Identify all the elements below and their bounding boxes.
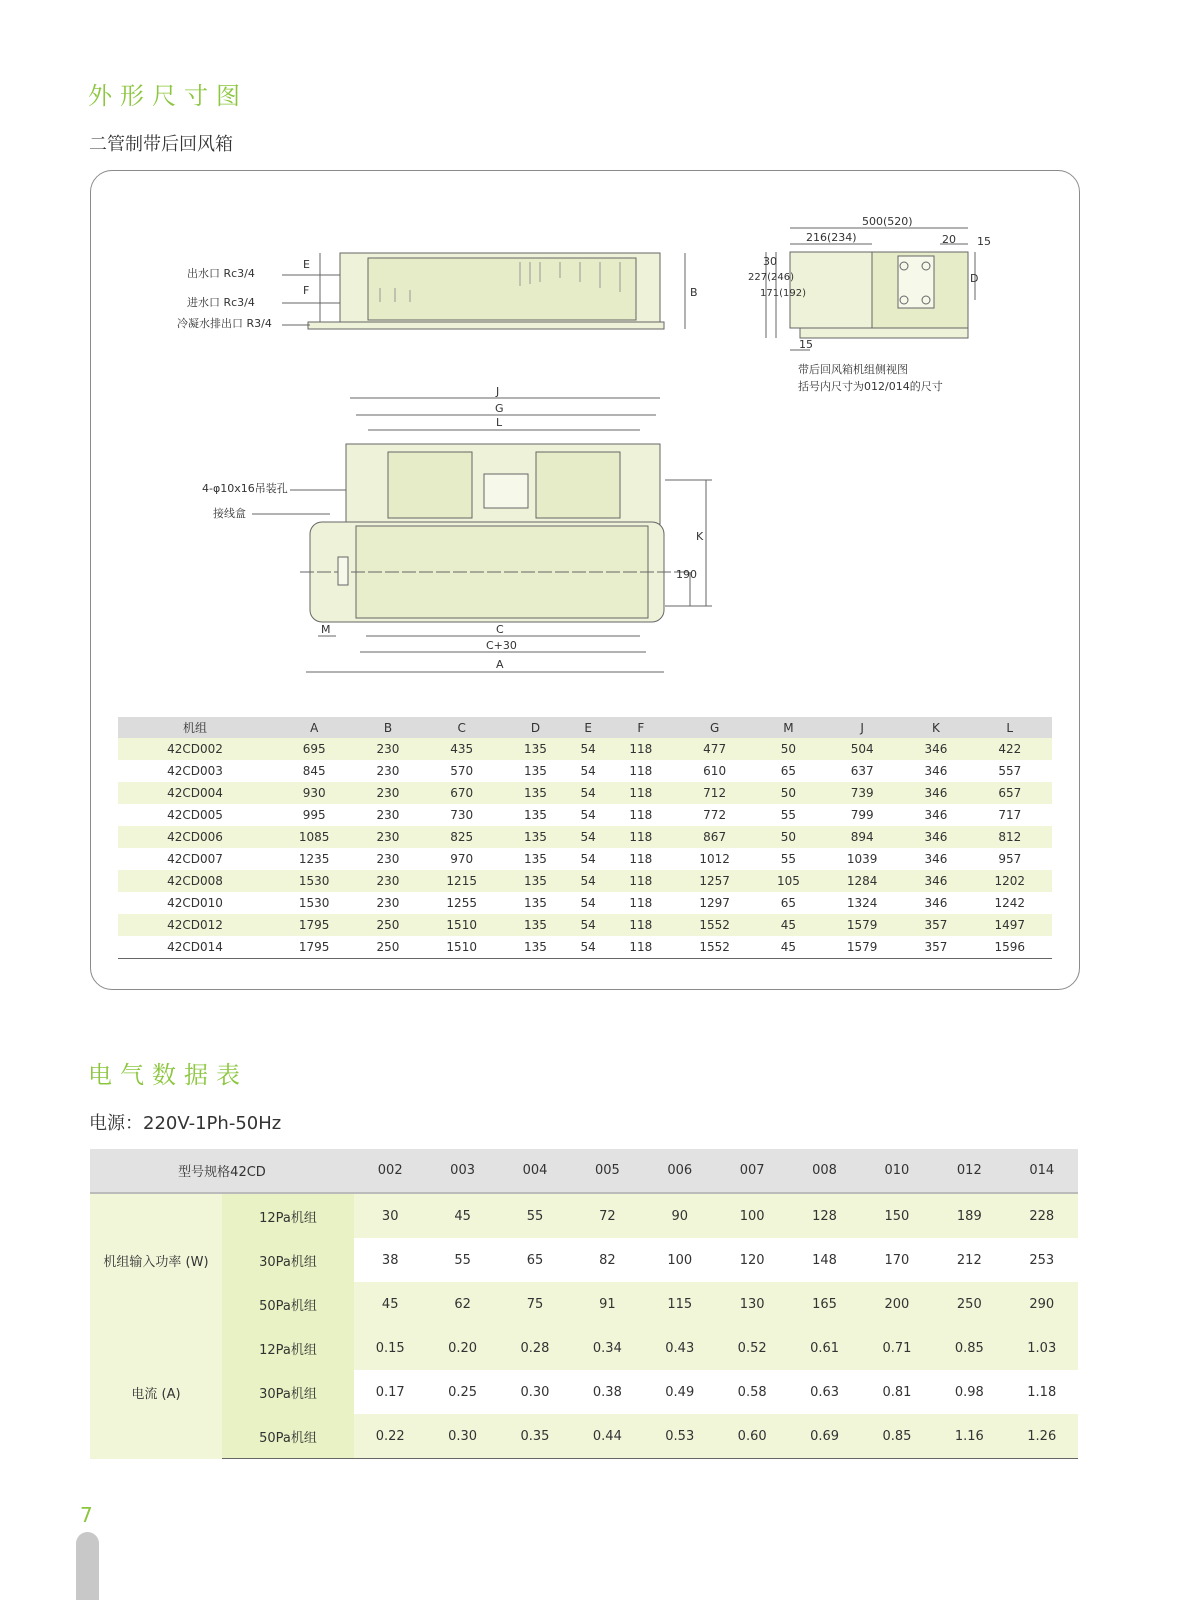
dim-e: E [303, 258, 310, 271]
dim-cell: 1579 [820, 914, 904, 936]
dim-cell: 1596 [968, 936, 1052, 959]
dim-cell: 1530 [298, 896, 330, 910]
dim-f: F [303, 284, 310, 297]
group-label-cell: 电流 (A) [90, 1326, 222, 1459]
dim-cell: 118 [609, 782, 672, 804]
value-cell: 75 [499, 1282, 571, 1326]
dim-cell: 118 [609, 870, 672, 892]
dim-15-bottom: 15 [799, 338, 813, 351]
value-cell: 30 [354, 1193, 426, 1238]
value-cell: 0.30 [426, 1414, 498, 1459]
dim-table-row [118, 826, 1052, 848]
elec-table-row [90, 1238, 1078, 1282]
dim-cell: 42CD006 [118, 826, 272, 848]
dim-cell: 570 [450, 764, 474, 778]
dim-cell: 346 [924, 852, 948, 866]
dim-cell: 135 [504, 936, 567, 959]
dim-cell: 1795 [272, 914, 356, 936]
dim-cell: 135 [504, 870, 567, 892]
model-header-cell: 003 [426, 1149, 498, 1193]
dim-cell: 230 [356, 738, 419, 760]
dim-cell: 730 [450, 808, 474, 822]
dim-cell: 867 [672, 826, 756, 848]
value-cell: 170 [884, 1252, 910, 1268]
dim-cell: 422 [968, 738, 1052, 760]
power-source-label: 电源：220V-1Ph-50Hz [89, 1113, 282, 1134]
dim-cell: 346 [924, 896, 948, 910]
dim-cell: 435 [420, 738, 504, 760]
dim-cell: 610 [703, 764, 727, 778]
dim-cell: 42CD012 [118, 914, 272, 936]
dim-cell: 54 [567, 936, 609, 959]
dim-216: 216(234) [806, 231, 857, 244]
value-cell: 45 [354, 1282, 426, 1326]
dim-l: L [496, 416, 503, 429]
dim-cell: 346 [904, 826, 967, 848]
dim-table-row [118, 870, 1052, 892]
dim-cell: 477 [672, 738, 756, 760]
dim-cell: 42CD014 [118, 936, 272, 959]
dim-cell: 135 [524, 852, 547, 866]
dim-header-cell: G [672, 717, 756, 738]
value-cell: 82 [599, 1252, 616, 1268]
value-cell: 165 [788, 1282, 860, 1326]
model-header-cell: 010 [861, 1149, 933, 1193]
value-cell: 45 [426, 1193, 498, 1238]
dim-cell: 1530 [272, 870, 356, 892]
value-cell: 290 [1006, 1282, 1078, 1326]
elec-table-row [90, 1414, 1078, 1459]
dim-cell: 135 [504, 738, 567, 760]
dim-b: B [690, 286, 698, 299]
dim-190: 190 [676, 568, 697, 581]
group-label-cell: 机组输入功率 (W) [90, 1193, 222, 1326]
value-cell: 120 [739, 1252, 765, 1268]
dim-cell: 1012 [699, 852, 730, 866]
row-label-cell: 12Pa机组 [222, 1326, 354, 1370]
dim-cell: 1202 [968, 870, 1052, 892]
dim-cell: 54 [580, 896, 596, 910]
elec-table-row [90, 1326, 1078, 1370]
dim-cell: 1579 [820, 936, 904, 959]
dim-cell: 54 [567, 826, 609, 848]
dim-cell: 930 [272, 782, 356, 804]
dim-cell: 1552 [672, 914, 756, 936]
dim-cell: 504 [820, 738, 904, 760]
dim-cell: 957 [998, 852, 1022, 866]
dim-cell: 135 [524, 808, 547, 822]
dim-cell: 54 [580, 764, 596, 778]
model-spec-header: 型号规格42CD [90, 1149, 354, 1193]
dim-cell: 230 [356, 782, 419, 804]
dim-cell: 1297 [699, 896, 730, 910]
row-label-cell: 50Pa机组 [222, 1414, 354, 1459]
value-cell: 0.22 [354, 1414, 426, 1459]
value-cell: 212 [956, 1252, 982, 1268]
dim-cell: 54 [567, 738, 609, 760]
dim-cell: 105 [757, 870, 820, 892]
elec-table-row [90, 1370, 1078, 1414]
value-cell: 150 [861, 1193, 933, 1238]
value-cell: 55 [454, 1252, 471, 1268]
dim-cell: 118 [609, 914, 672, 936]
dim-c: C [496, 623, 504, 636]
dim-cell: 739 [820, 782, 904, 804]
dim-header-cell: E [567, 717, 609, 738]
value-cell: 1.18 [1027, 1384, 1057, 1400]
dim-171: 171(192) [760, 288, 806, 299]
value-cell: 0.49 [665, 1384, 695, 1400]
dim-j: J [496, 385, 500, 398]
dim-table-row [118, 738, 1052, 760]
dim-cell: 65 [780, 896, 797, 910]
value-cell: 0.98 [954, 1384, 984, 1400]
drain-label: 冷凝水排出口 R3/4 [177, 317, 272, 330]
value-cell: 100 [716, 1193, 788, 1238]
value-cell: 1.26 [1006, 1414, 1078, 1459]
outlet-label: 出水口 Rc3/4 [187, 267, 255, 280]
dim-cell: 230 [376, 852, 400, 866]
dim-header-cell: C [420, 717, 504, 738]
dim-cell: 657 [968, 782, 1052, 804]
dim-table-row [118, 804, 1052, 826]
value-cell: 0.63 [810, 1384, 840, 1400]
dim-cell: 970 [450, 852, 474, 866]
dim-cell: 135 [504, 782, 567, 804]
value-cell: 0.44 [571, 1414, 643, 1459]
dim-cell: 1552 [672, 936, 756, 959]
value-cell: 72 [571, 1193, 643, 1238]
dim-cell: 230 [356, 870, 419, 892]
value-cell: 253 [1029, 1252, 1055, 1268]
dim-k: K [696, 530, 704, 543]
dim-cell: 118 [629, 808, 653, 822]
value-cell: 0.53 [644, 1414, 716, 1459]
dim-cell: 1510 [420, 914, 504, 936]
value-cell: 0.20 [426, 1326, 498, 1370]
dim-cell: 772 [703, 808, 727, 822]
dim-cell: 557 [998, 764, 1022, 778]
dim-header-cell: J [820, 717, 904, 738]
dim-cell: 1324 [846, 896, 878, 910]
dim-cell: 250 [356, 914, 419, 936]
value-cell: 228 [1006, 1193, 1078, 1238]
dim-cell: 118 [609, 738, 672, 760]
dim-cell: 346 [904, 738, 967, 760]
dim-cell: 50 [757, 738, 820, 760]
elec-table-row [90, 1282, 1078, 1326]
model-header-cell: 002 [354, 1149, 426, 1193]
value-cell: 0.52 [716, 1326, 788, 1370]
dim-cell: 118 [609, 936, 672, 959]
dim-m: M [321, 623, 331, 636]
value-cell: 0.35 [499, 1414, 571, 1459]
row-label-cell: 30Pa机组 [222, 1238, 354, 1282]
dim-header-cell: L [968, 717, 1052, 738]
dim-cell: 825 [420, 826, 504, 848]
dim-cell: 42CD008 [118, 870, 272, 892]
page-number: 7 [80, 1503, 93, 1527]
dimension-section-subtitle: 二管制带后回风箱 [89, 134, 233, 155]
value-cell: 128 [788, 1193, 860, 1238]
dim-cell: 357 [904, 914, 967, 936]
dim-30: 30 [763, 255, 777, 268]
dim-cell: 346 [924, 808, 948, 822]
dim-cell: 45 [757, 936, 820, 959]
value-cell: 0.69 [788, 1414, 860, 1459]
dim-cell: 670 [420, 782, 504, 804]
page-edge-tab [76, 1532, 99, 1600]
junction-box-label: 接线盒 [213, 507, 246, 520]
elec-table-row [90, 1193, 1078, 1238]
dim-cell: 1039 [846, 852, 878, 866]
dim-cell: 50 [757, 826, 820, 848]
electric-section-title: 电气数据表 [88, 1061, 248, 1089]
inlet-label: 进水口 Rc3/4 [187, 296, 255, 309]
dim-cell: 54 [567, 914, 609, 936]
dim-table-row [118, 782, 1052, 804]
dim-cell: 1255 [446, 896, 477, 910]
dim-cell: 799 [850, 808, 874, 822]
dim-header-cell: F [609, 717, 672, 738]
value-cell: 189 [933, 1193, 1005, 1238]
dim-cell: 118 [629, 764, 653, 778]
dim-cell: 42CD010 [167, 896, 223, 910]
dim-table-row [118, 892, 1052, 914]
dim-cell: 1085 [272, 826, 356, 848]
dim-15-top: 15 [977, 235, 991, 248]
dim-d: D [970, 272, 979, 285]
dim-20: 20 [942, 233, 956, 246]
dim-header-cell: D [504, 717, 567, 738]
value-cell: 65 [526, 1252, 544, 1268]
dim-table-row [118, 848, 1052, 870]
model-header-cell: 004 [499, 1149, 571, 1193]
dim-cell: 1215 [420, 870, 504, 892]
dim-cell: 54 [567, 870, 609, 892]
value-cell: 0.61 [788, 1326, 860, 1370]
value-cell: 0.71 [861, 1326, 933, 1370]
value-cell: 0.60 [716, 1414, 788, 1459]
dim-cell: 65 [780, 764, 797, 778]
value-cell: 62 [426, 1282, 498, 1326]
dim-cell: 54 [567, 782, 609, 804]
value-cell: 100 [667, 1252, 693, 1268]
electric-data-table [90, 1149, 1078, 1459]
value-cell: 38 [381, 1252, 399, 1268]
dim-cell: 135 [524, 896, 547, 910]
dim-cell: 346 [904, 782, 967, 804]
value-cell: 0.58 [737, 1384, 767, 1400]
dim-500: 500(520) [862, 215, 913, 228]
value-cell: 0.43 [644, 1326, 716, 1370]
dim-cell: 1242 [994, 896, 1026, 910]
dim-cell: 230 [376, 896, 400, 910]
dim-cell: 42CD002 [118, 738, 272, 760]
dim-c30: C+30 [486, 639, 517, 652]
dim-cell: 1795 [272, 936, 356, 959]
value-cell: 0.34 [571, 1326, 643, 1370]
dim-cell: 135 [504, 826, 567, 848]
value-cell: 130 [716, 1282, 788, 1326]
model-header-cell: 007 [716, 1149, 788, 1193]
value-cell: 0.15 [354, 1326, 426, 1370]
model-header-cell: 012 [933, 1149, 1005, 1193]
dim-table-row [118, 760, 1052, 782]
dim-cell: 45 [757, 914, 820, 936]
dim-cell: 717 [998, 808, 1022, 822]
model-header-cell: 005 [571, 1149, 643, 1193]
value-cell: 250 [933, 1282, 1005, 1326]
model-header-cell: 006 [644, 1149, 716, 1193]
dim-cell: 55 [780, 852, 797, 866]
dim-cell: 42CD005 [167, 808, 223, 822]
dim-cell: 357 [904, 936, 967, 959]
dim-cell: 712 [672, 782, 756, 804]
dim-header-cell: 机组 [118, 717, 272, 738]
dim-cell: 50 [757, 782, 820, 804]
dim-a: A [496, 658, 504, 671]
model-header-cell: 008 [788, 1149, 860, 1193]
value-cell: 55 [499, 1193, 571, 1238]
dim-cell: 135 [524, 764, 547, 778]
value-cell: 0.85 [933, 1326, 1005, 1370]
model-header-cell: 014 [1006, 1149, 1078, 1193]
value-cell: 91 [571, 1282, 643, 1326]
value-cell: 0.25 [448, 1384, 478, 1400]
dim-cell: 54 [580, 808, 596, 822]
dim-cell: 42CD007 [167, 852, 223, 866]
dim-g: G [495, 402, 504, 415]
hanger-hole-label: 4-φ10x16吊装孔 [202, 482, 288, 495]
dim-cell: 346 [924, 764, 948, 778]
dim-header-cell: M [757, 717, 820, 738]
row-label-cell: 30Pa机组 [222, 1370, 354, 1414]
size-note: 括号内尺寸为012/014的尺寸 [798, 380, 943, 393]
value-cell: 148 [812, 1252, 837, 1268]
dim-cell: 118 [629, 896, 653, 910]
value-cell: 0.30 [520, 1384, 550, 1400]
value-cell: 0.17 [375, 1384, 405, 1400]
dim-header-cell: A [272, 717, 356, 738]
dim-cell: 1497 [968, 914, 1052, 936]
dim-table-row [118, 914, 1052, 936]
dim-cell: 845 [302, 764, 326, 778]
dim-cell: 230 [376, 764, 400, 778]
dim-cell: 250 [356, 936, 419, 959]
dim-cell: 230 [376, 808, 400, 822]
dim-header-cell: B [356, 717, 419, 738]
value-cell: 0.85 [861, 1414, 933, 1459]
dim-cell: 230 [356, 826, 419, 848]
value-cell: 0.28 [499, 1326, 571, 1370]
value-cell: 200 [861, 1282, 933, 1326]
dim-cell: 54 [580, 852, 596, 866]
value-cell: 1.03 [1006, 1326, 1078, 1370]
row-label-cell: 12Pa机组 [222, 1193, 354, 1238]
dim-cell: 346 [904, 870, 967, 892]
dim-cell: 1257 [672, 870, 756, 892]
row-label-cell: 50Pa机组 [222, 1282, 354, 1326]
dim-header-cell: K [904, 717, 967, 738]
dim-cell: 1510 [420, 936, 504, 959]
dim-cell: 42CD004 [118, 782, 272, 804]
value-cell: 1.16 [933, 1414, 1005, 1459]
dim-cell: 1235 [298, 852, 330, 866]
dim-227: 227(246) [748, 272, 794, 283]
dim-cell: 118 [609, 826, 672, 848]
dim-cell: 135 [504, 914, 567, 936]
dim-cell: 118 [629, 852, 653, 866]
dim-cell: 695 [272, 738, 356, 760]
value-cell: 0.38 [592, 1384, 622, 1400]
value-cell: 0.81 [882, 1384, 912, 1400]
dim-table-row [118, 936, 1052, 959]
dim-cell: 1284 [820, 870, 904, 892]
dim-cell: 637 [850, 764, 874, 778]
value-cell: 90 [644, 1193, 716, 1238]
dim-cell: 42CD003 [167, 764, 223, 778]
dim-cell: 812 [968, 826, 1052, 848]
dim-cell: 995 [302, 808, 326, 822]
dimension-section-title: 外形尺寸图 [88, 82, 248, 110]
value-cell: 115 [644, 1282, 716, 1326]
side-view-note: 带后回风箱机组侧视图 [798, 363, 908, 376]
dim-cell: 55 [780, 808, 797, 822]
dimension-table [118, 717, 1052, 959]
unit-front-base [308, 322, 664, 329]
dim-cell: 894 [820, 826, 904, 848]
